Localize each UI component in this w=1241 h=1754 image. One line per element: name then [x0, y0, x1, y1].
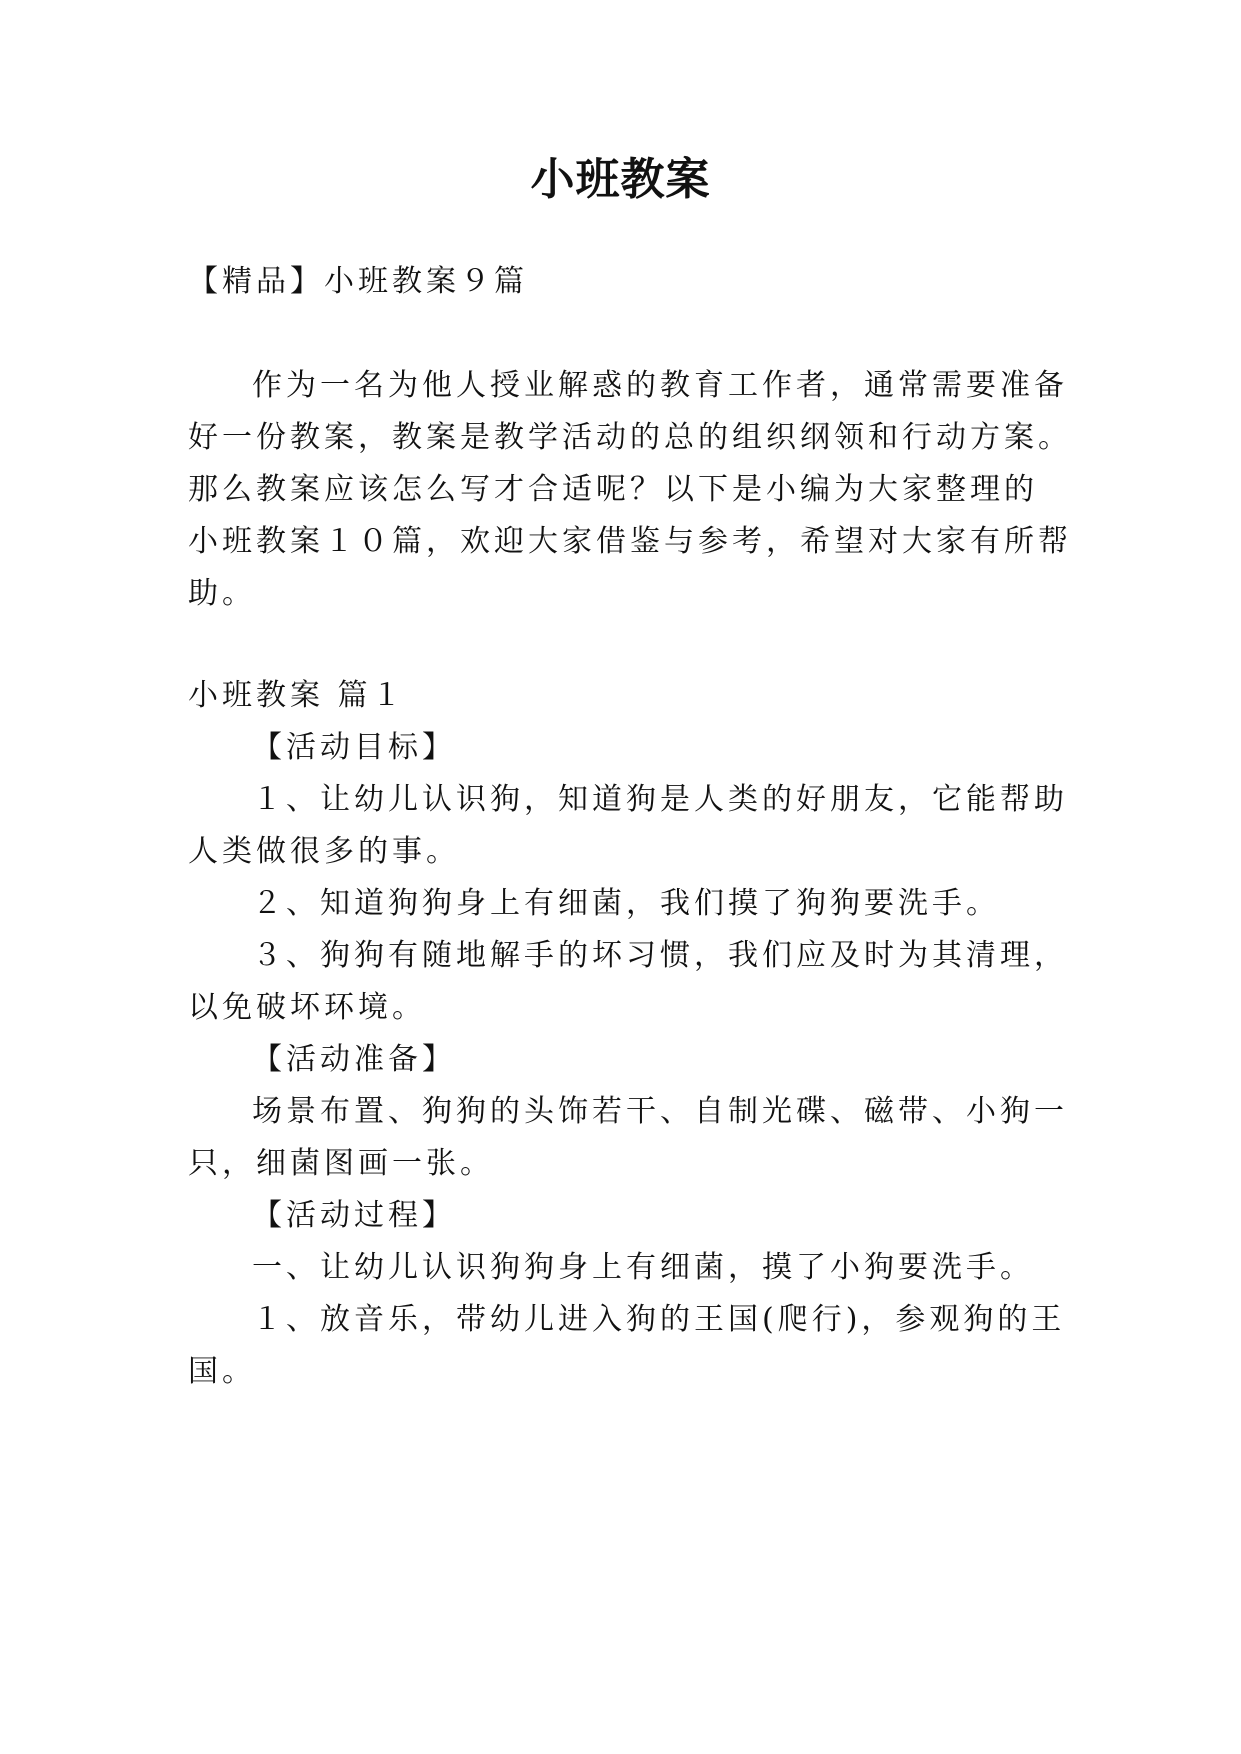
body-line: 一、让幼儿认识狗狗身上有细菌，摸了小狗要洗手。: [252, 1250, 1034, 1285]
section-heading: 【活动过程】: [252, 1198, 456, 1233]
intro-line: 助。: [188, 576, 256, 611]
intro-line: 作为一名为他人授业解惑的教育工作者，通常需要准备: [252, 368, 1068, 403]
body-line: 以免破坏环境。: [188, 990, 426, 1025]
intro-line: 小班教案１０篇，欢迎大家借鉴与参考，希望对大家有所帮: [188, 524, 1072, 559]
section-title: 小班教案 篇１: [188, 678, 406, 713]
body-line: ３、狗狗有随地解手的坏习惯，我们应及时为其清理，: [252, 938, 1068, 973]
section-heading: 【活动目标】: [252, 730, 456, 765]
body-line: 国。: [188, 1354, 256, 1389]
body-line: ２、知道狗狗身上有细菌，我们摸了狗狗要洗手。: [252, 886, 1000, 921]
document-subtitle: 【精品】小班教案９篇: [188, 264, 528, 299]
body-line: 场景布置、狗狗的头饰若干、自制光碟、磁带、小狗一: [252, 1094, 1068, 1129]
body-line: １、让幼儿认识狗，知道狗是人类的好朋友，它能帮助: [252, 782, 1068, 817]
intro-line: 好一份教案，教案是教学活动的总的组织纲领和行动方案。: [188, 420, 1072, 455]
body-line: １、放音乐，带幼儿进入狗的王国(爬行)，参观狗的王: [252, 1302, 1066, 1337]
body-line: 只，细菌图画一张。: [188, 1146, 494, 1181]
document-title: 小班教案: [530, 154, 711, 205]
body-line: 人类做很多的事。: [188, 834, 460, 869]
intro-line: 那么教案应该怎么写才合适呢？以下是小编为大家整理的: [188, 472, 1038, 507]
section-heading: 【活动准备】: [252, 1042, 456, 1077]
